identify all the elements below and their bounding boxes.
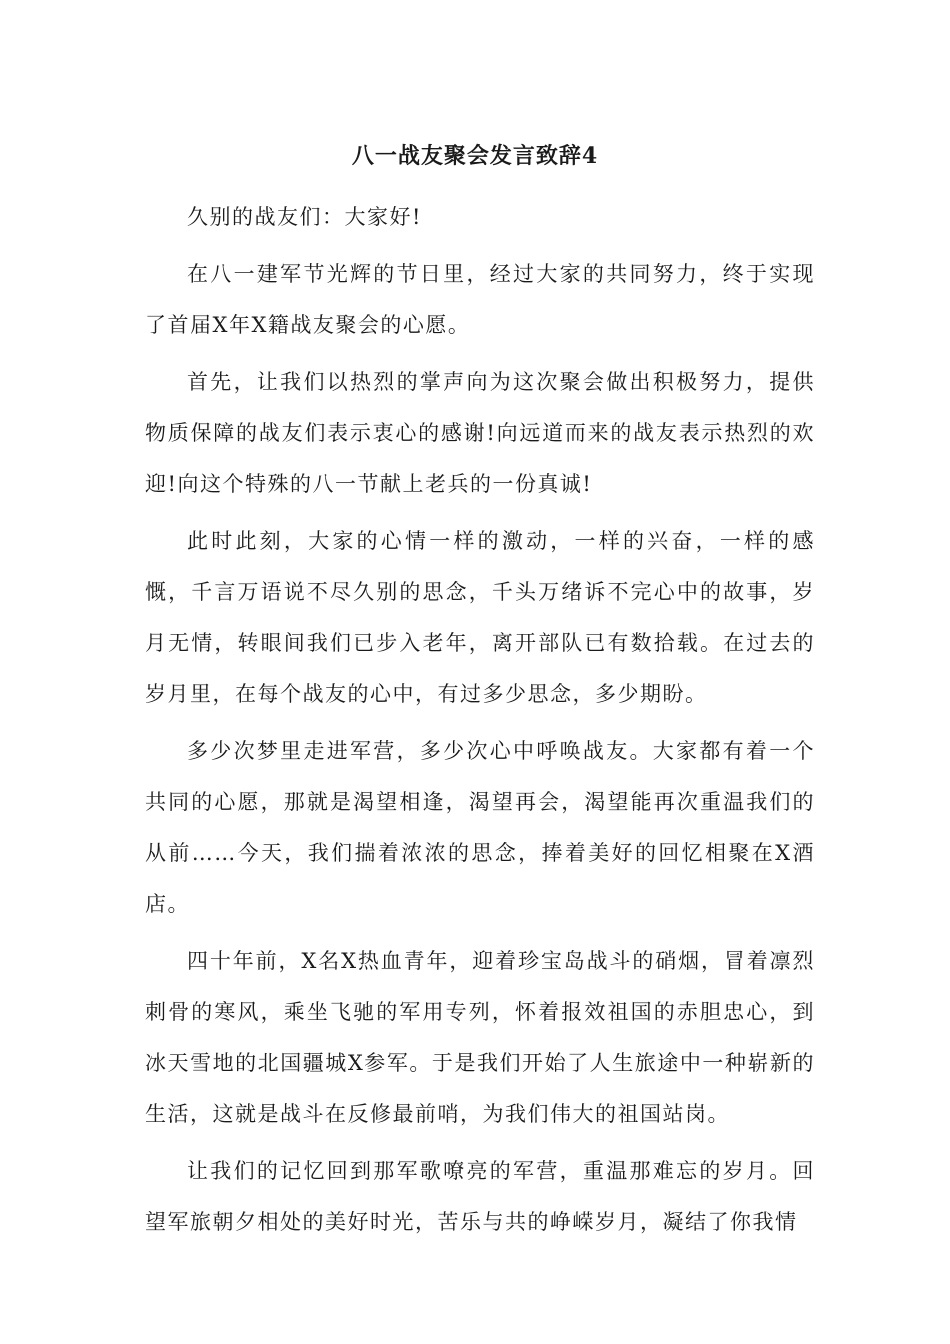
document-body [145,192,815,1254]
paragraph-greeting: 久别的战友们：大家好! [187,205,422,229]
paragraph: 首先，让我们以热烈的掌声向为这次聚会做出积极努力，提供物质保障的战友们表示衷心的感谢!向远道而来的战友表示热烈的欢迎!向这个特殊的八一节献上老兵的一份真诚! [145,370,815,496]
paragraph: 多少次梦里走进军营，多少次心中呼唤战友。大家都有着一个共同的心愿，那就是渴望相逢，渴望再会，渴望能再次重温我们的从前……今天，我们揣着浓浓的思念，捧着美好的回忆相聚在X酒店。 [145,739,815,916]
paragraph: 四十年前，X名X热血青年，迎着珍宝岛战斗的硝烟，冒着凛烈刺骨的寒风，乘坐飞驰的军用专列，怀着报效祖国的赤胆忠心，到冰天雪地的北国疆城X参军。于是我们开始了人生旅途中一种崭新的生活，这就是战斗在反修最前哨，为我们伟大的祖国站岗。 [145,949,815,1126]
document-title: 八一战友聚会发言致辞4 [351,143,599,169]
paragraph: 在八一建军节光辉的节日里，经过大家的共同努力，终于实现了首届X年X籍战友聚会的心愿。 [145,262,815,337]
paragraph: 让我们的记忆回到那军歌嘹亮的军营，重温那难忘的岁月。回望军旅朝夕相处的美好时光，苦乐与共的峥嵘岁月，凝结了你我情 [145,1159,815,1234]
paragraph: 此时此刻，大家的心情一样的激动，一样的兴奋，一样的感慨，千言万语说不尽久别的思念，千头万绪诉不完心中的故事，岁月无情，转眼间我们已步入老年，离开部队已有数拾载。在过去的岁月里，在每个战友的心中，有过多少思念，多少期盼。 [145,529,815,706]
